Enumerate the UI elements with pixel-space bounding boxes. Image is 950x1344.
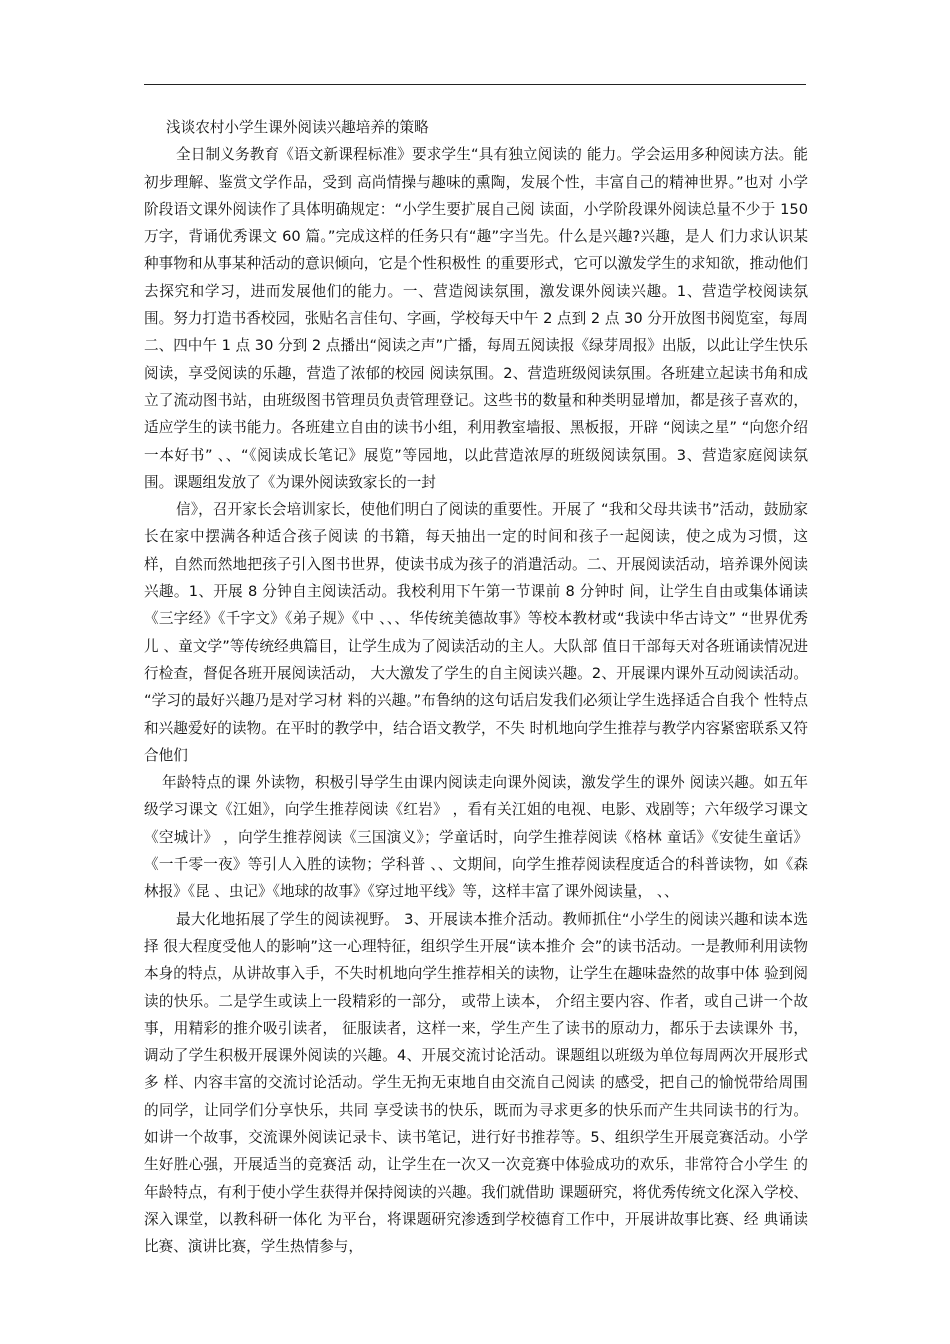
paragraph-3: 年龄特点的课 外读物，积极引导学生由课内阅读走向课外阅读，激发学生的课外 阅读兴趣。如五年级学习课文《江姐》，向学生推荐阅读《红岩》 ，看有关江姐的电视、电影、戏剧等；六年级学习课文《空城计》 ，向学生推荐阅读《三国演义》；学童话时，向学生推荐阅读《格林 童话》《安徒生童话》《一千零一夜》等引人入胜的读物；学科普 、、文期间，向学生推荐阅读程度适合的科普读物，如《森林报》《昆 、虫记》《地球的故事》《穿过地平线》等，这样丰富了课外阅读量， 、、 [144, 774, 808, 901]
document-title: 浅谈农村小学生课外阅读兴趣培养的策略 [166, 119, 429, 136]
document-body [144, 114, 808, 1260]
paragraph-2: 信》，召开家长会培训家长，使他们明白了阅读的重要性。开展了 “我和父母共读书”活动，鼓励家长在家中摆满各种适合孩子阅读 的书籍，每天抽出一定的时间和孩子一起阅读，使之成为习惯，这 样，自然而然地把孩子引入图书世界，使读书成为孩子的消遣活动。二、开展阅读活动，培养课外阅读兴趣。1、开展 8 分钟自主阅读活动。我校利用下午第一节课前 8 分钟时 间，让学生自由或集体诵读《三字经》《千字文》《弟子规》《中 、、、华传统美德故事》等校本教材或“我读中华古诗文” “世界优秀儿 、童文学”等传统经典篇目，让学生成为了阅读活动的主人。大队部 值日干部每天对各班诵读情况进行检查，督促各班开展阅读活动， 大大激发了学生的自主阅读兴趣。2、开展课内课外互动阅读活动。 “学习的最好兴趣乃是对学习材 料的兴趣。”布鲁纳的这句话启发我们必须让学生选择适合自我个 性特点和兴趣爱好的读物。在平时的教学中，结合语文教学，不失 时机地向学生推荐与教学内容紧密联系又符合他们 [144, 501, 808, 764]
paragraph-4: 最大化地拓展了学生的阅读视野。 3、开展读本推介活动。教师抓住“小学生的阅读兴趣和读本选择 很大程度受他人的影响”这一心理特征，组织学生开展“读本推介 会”的读书活动。一是教师利用读物本身的特点，从讲故事入手，不失时机地向学生推荐相关的读物，让学生在趣味盎然的故事中体 验到阅读的快乐。二是学生或读上一段精彩的一部分， 或带上读本， 介绍主要内容、作者，或自己讲一个故事，用精彩的推介吸引读者， 征服读者，这样一来，学生产生了读书的原动力，都乐于去读课外 书，调动了学生积极开展课外阅读的兴趣。4、开展交流讨论活动。课题组以班级为单位每周两次开展形式多 样、内容丰富的交流讨论活动。学生无拘无束地自由交流自己阅读 的感受，把自己的愉悦带给周围的同学，让同学们分享快乐，共同 享受读书的快乐，既而为寻求更多的快乐而产生共同读书的行为。 如讲一个故事，交流课外阅读记录卡、读书笔记，进行好书推荐等。5、组织学生开展竞赛活动。小学生好胜心强，开展适当的竞赛活 动，让学生在一次又一次竞赛中体验成功的欢乐，非常符合小学生 的年龄特点，有利于使小学生获得并保持阅读的兴趣。我们就借助 课题研究，将优秀传统文化深入学校、深入课堂，以教科研一体化 为平台，将课题研究渗透到学校德育工作中，开展讲故事比赛、经 典诵读比赛、演讲比赛，学生热情参与， [144, 910, 808, 1256]
paragraph-1: 全日制义务教育《语文新课程标准》要求学生“具有独立阅读的 能力。学会运用多种阅读方法。能初步理解、鉴赏文学作品，受到 高尚情操与趣味的熏陶，发展个性，丰富自己的精神世界。”也对 小学阶段语文课外阅读作了具体明确规定：“小学生要扩展自己阅 读面，小学阶段课外阅读总量不少于 150 万字，背诵优秀课文 60 篇。”完成这样的任务只有“趣”字当先。什么是兴趣?兴趣，是人 们力求认识某种事物和从事某种活动的意识倾向，它是个性积极性 的重要形式，它可以激发学生的求知欲，推动他们去探究和学习，进而发展他们的能力。一、营造阅读氛围，激发课外阅读兴趣。1、营造学校阅读氛围。努力打造书香校园，张贴名言佳句、字画，学校每天中午 2 点到 2 点 30 分开放图书阅览室，每周二、四中午 1 点 30 分到 2 点播出“阅读之声”广播，每周五阅读报《绿芽周报》出版，以此让学生快乐阅读，享受阅读的乐趣，营造了浓郁的校园 阅读氛围。2、营造班级阅读氛围。各班建立起读书角和成立了流动图书站，由班级图书管理员负责管理登记。这些书的数量和种类明显增加，都是孩子喜欢的，适应学生的读书能力。各班建立自由的读书小组，利用教室墙报、黑板报，开辟 “阅读之星” “向您介绍一本好书” 、、“《阅读成长笔记》展览”等园地，以此营造浓厚的班级阅读氛围。3、营造家庭阅读氛围。课题组发放了《为课外阅读致家长的一封 [144, 146, 808, 491]
header-rule [144, 84, 806, 85]
